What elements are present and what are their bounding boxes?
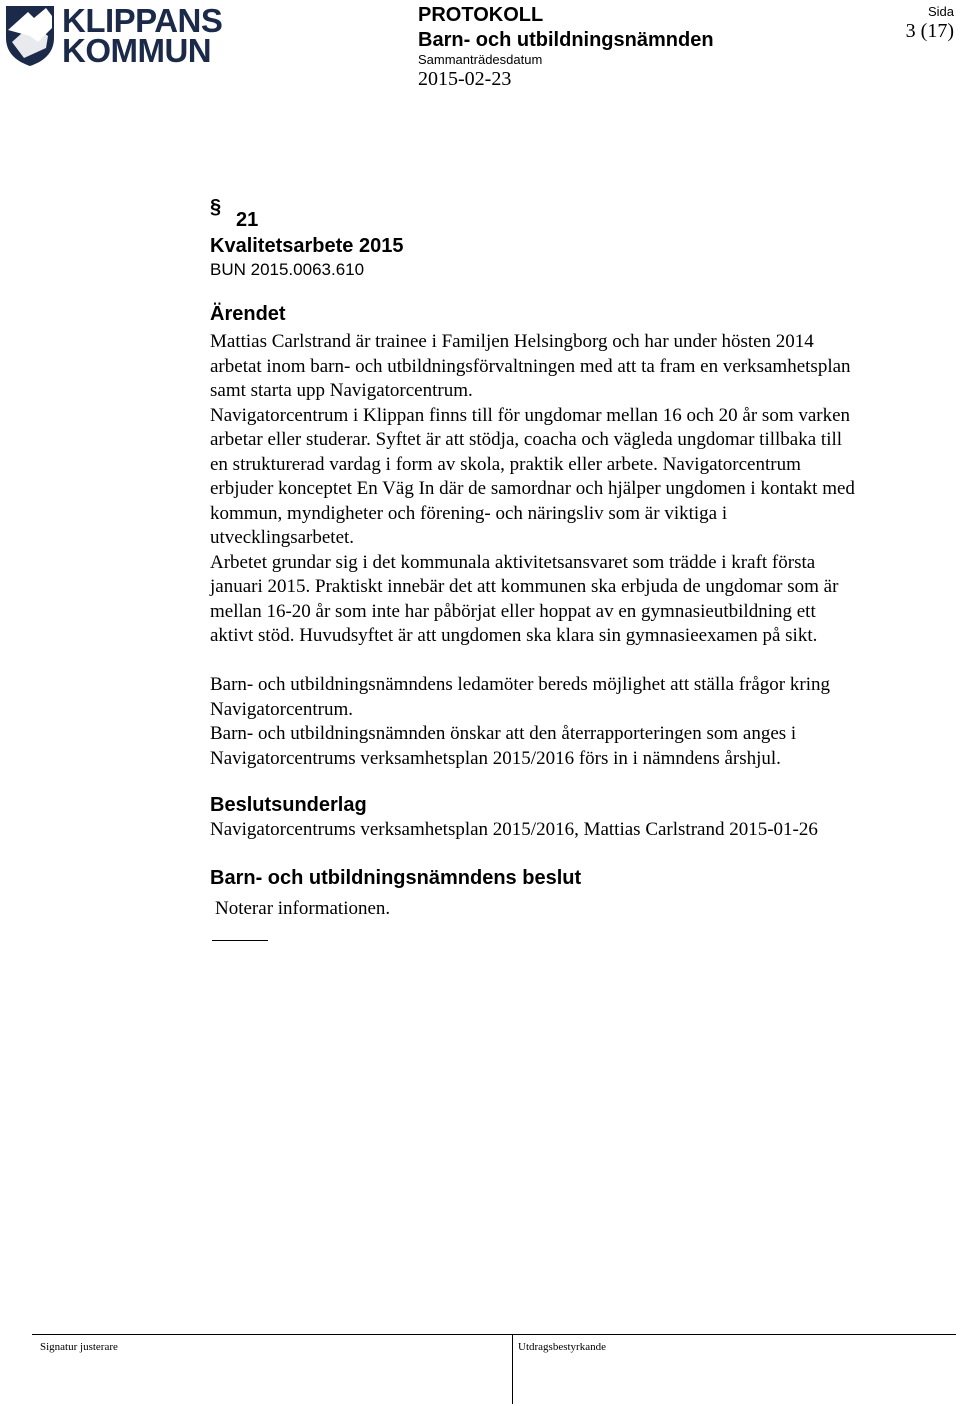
arendet-line: mellan 16-20 år som inte har påbörjat eller hoppat av en gymnasieutbildning ett bbox=[210, 600, 816, 622]
arendet-line: aktivt stöd. Huvudsyftet är att ungdomen ska klara sin gymnasieexamen på sikt. bbox=[210, 625, 818, 646]
committee-name: Barn- och utbildningsnämnden bbox=[418, 29, 714, 51]
arendet-line: utvecklingsarbetet. bbox=[210, 527, 355, 548]
document-type: PROTOKOLL bbox=[418, 4, 544, 26]
beslutsunderlag-text: Navigatorcentrums verksamhetsplan 2015/2016, Mattias Carlstrand 2015-01-26 bbox=[210, 819, 818, 840]
klippans-kommun-logo bbox=[2, 2, 223, 69]
extract-label: Utdragsbestyrkande bbox=[518, 1341, 606, 1353]
arendet-line: erbjuder konceptet En Väg In där de samordnar och hjälper ungdomen i kontakt med bbox=[210, 478, 855, 499]
case-reference: BUN 2015.0063.610 bbox=[210, 260, 365, 279]
coat-of-arms-icon bbox=[2, 2, 58, 68]
page-number: 3 (17) bbox=[905, 20, 954, 42]
arendet-line: arbetar eller studerar. Syftet är att stödja, coacha och vägleda ungdomar tillbaka till bbox=[210, 429, 843, 450]
section-title: Kvalitetsarbete 2015 bbox=[210, 235, 404, 257]
arendet-line: Navigatorcentrums verksamhetsplan 2015/2016 förs in i nämndens årshjul. bbox=[210, 747, 781, 769]
arendet-line: samt starta upp Navigatorcentrum. bbox=[210, 380, 473, 401]
page-label: Sida bbox=[927, 4, 954, 19]
arendet-line: kommun, myndigheter och förening- och näringsliv som är viktiga i bbox=[210, 502, 728, 524]
arendet-line: Mattias Carlstrand är trainee i Familjen Helsingborg och har under hösten 2014 bbox=[210, 331, 814, 352]
meeting-date-label: Sammanträdesdatum bbox=[418, 52, 543, 67]
arendet-body bbox=[210, 330, 855, 771]
arendet-heading: Ärendet bbox=[210, 303, 286, 325]
section-number: 21 bbox=[236, 209, 259, 231]
arendet-line: arbetat inom barn- och utbildningsförvaltningen med att ta fram en verksamhetsplan bbox=[210, 355, 851, 377]
beslutsunderlag-heading: Beslutsunderlag bbox=[210, 794, 367, 816]
beslut-text: Noterar informationen. bbox=[215, 898, 391, 919]
beslut-heading: Barn- och utbildningsnämndens beslut bbox=[210, 867, 582, 889]
arendet-line: Navigatorcentrum i Klippan finns till för ungdomar mellan 16 och 20 år som varken bbox=[210, 404, 851, 426]
footer-rule bbox=[32, 1334, 956, 1335]
arendet-line: januari 2015. Praktiskt innebär det att kommunen ska erbjuda de ungdomar som är bbox=[210, 576, 839, 597]
footer-divider bbox=[512, 1334, 513, 1404]
arendet-line: Barn- och utbildningsnämndens ledamöter bereds möjlighet att ställa frågor kring bbox=[210, 674, 830, 695]
meeting-date: 2015-02-23 bbox=[418, 68, 512, 90]
logo-text-line1: KLIPPANS bbox=[62, 2, 223, 39]
signature-label: Signatur justerare bbox=[40, 1341, 118, 1353]
arendet-line: Navigatorcentrum. bbox=[210, 698, 353, 720]
paragraph-sign: § bbox=[210, 196, 222, 218]
end-rule bbox=[212, 940, 268, 941]
arendet-line: Arbetet grundar sig i det kommunala aktivitetsansvaret som trädde i kraft första bbox=[210, 551, 816, 573]
logo-text-line2: KOMMUN bbox=[62, 32, 212, 69]
arendet-line: en strukturerad vardag i form av skola, praktik eller arbete. Navigatorcentrum bbox=[210, 453, 801, 475]
arendet-line: Barn- och utbildningsnämnden önskar att den återrapporteringen som anges i bbox=[210, 723, 797, 744]
arendet-line bbox=[210, 649, 855, 674]
